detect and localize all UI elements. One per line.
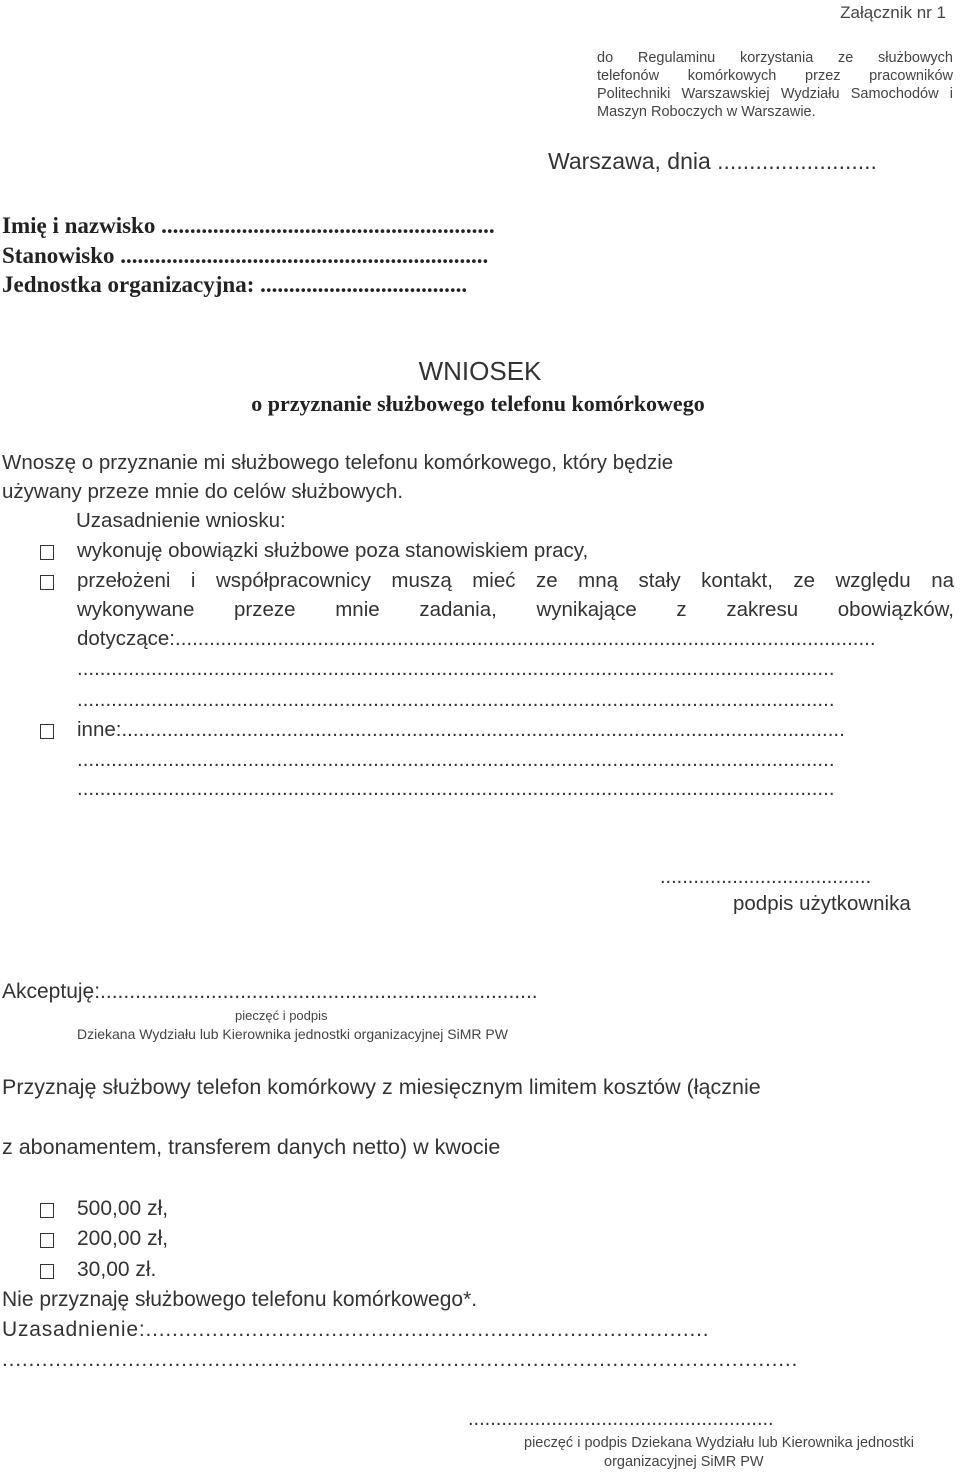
acceptance-field[interactable]: Akceptuję:........................................................................... [2,980,538,1003]
regulation-line: Politechniki Warszawskiej Wydziału Samochodów i [597,86,953,102]
checkbox-limit-200[interactable] [40,1233,54,1248]
position-field[interactable]: Stanowisko ................................................................ [2,243,489,268]
document-subtitle: o przyznanie służbowego telefonu komórkowego [251,391,705,416]
dean-signature-line[interactable]: ....................................................... [468,1408,774,1430]
regulation-line: do Regulaminu korzystania ze służbowych [597,50,953,66]
user-signature-label: podpis użytkownika [733,892,911,915]
option-contact-label: wykonywane przeze mnie zadania, wynikające z zakresu obowiązków, [77,598,954,621]
place-date-field[interactable]: Warszawa, dnia ......................... [548,148,877,174]
regulation-line: Maszyn Roboczych w Warszawie. [597,104,816,120]
checkbox-other[interactable] [40,724,54,739]
option-duties-label: wykonuję obowiązki służbowe poza stanowiskiem pracy, [77,539,589,562]
limit-30-label: 30,00 zł. [77,1258,157,1281]
dotted-line[interactable]: ..................................................................................................................................... [77,657,835,680]
name-field[interactable]: Imię i nazwisko .......................................................... [2,213,495,238]
dean-signature-label: organizacyjnej SiMR PW [604,1454,764,1470]
request-text: Wnoszę o przyznanie mi służbowego telefonu komórkowego, który będzie [2,451,674,474]
request-text: używany przeze mnie do celów służbowych. [2,480,404,503]
dotted-line[interactable]: ..................................................................................................................................... [77,777,835,800]
dotted-line[interactable]: ........................................................................................................................ [2,1348,799,1371]
limit-200-label: 200,00 zł, [77,1227,169,1250]
dean-signature-label: pieczęć i podpis Dziekana Wydziału lub Kierownika jednostki [524,1435,914,1451]
refusal-justification-field[interactable]: Uzasadnienie:..................................................................................... [2,1318,710,1341]
refusal-text: Nie przyznaję służbowego telefonu komórkowego*. [2,1288,478,1311]
user-signature-line[interactable]: ...................................... [660,866,872,888]
attachment-label: Załącznik nr 1 [840,3,946,22]
document-title: WNIOSEK [418,356,542,386]
dotted-line[interactable]: ..................................................................................................................................... [77,688,835,711]
checkbox-contact[interactable] [40,575,54,590]
checkbox-limit-30[interactable] [40,1264,54,1279]
acceptance-stamp-label: pieczęć i podpis [235,1008,328,1023]
unit-field[interactable]: Jednostka organizacyjna: .................................... [2,272,468,297]
regulation-note [597,49,953,121]
contact-details-field[interactable]: dotyczące:........................................................................................................................... [77,627,876,650]
option-contact-label: przełożeni i współpracownicy muszą mieć ze mną stały kontakt, ze względu na [77,569,954,592]
limit-500-label: 500,00 zł, [77,1197,169,1220]
checkbox-duties[interactable] [40,545,54,560]
checkbox-limit-500[interactable] [40,1203,54,1218]
option-other-field[interactable]: inne:............................................................................................................................... [77,718,845,741]
grant-text: z abonamentem, transferem danych netto) w kwocie [2,1135,501,1159]
dotted-line[interactable]: ..................................................................................................................................... [77,748,835,771]
grant-text: Przyznaję służbowy telefon komórkowy z miesięcznym limitem kosztów (łącznie [2,1075,761,1099]
acceptance-signer-label: Dziekana Wydziału lub Kierownika jednostki organizacyjnej SiMR PW [77,1026,508,1042]
justification-heading: Uzasadnienie wniosku: [76,509,286,532]
regulation-line: telefonów komórkowych przez pracowników [597,68,953,84]
